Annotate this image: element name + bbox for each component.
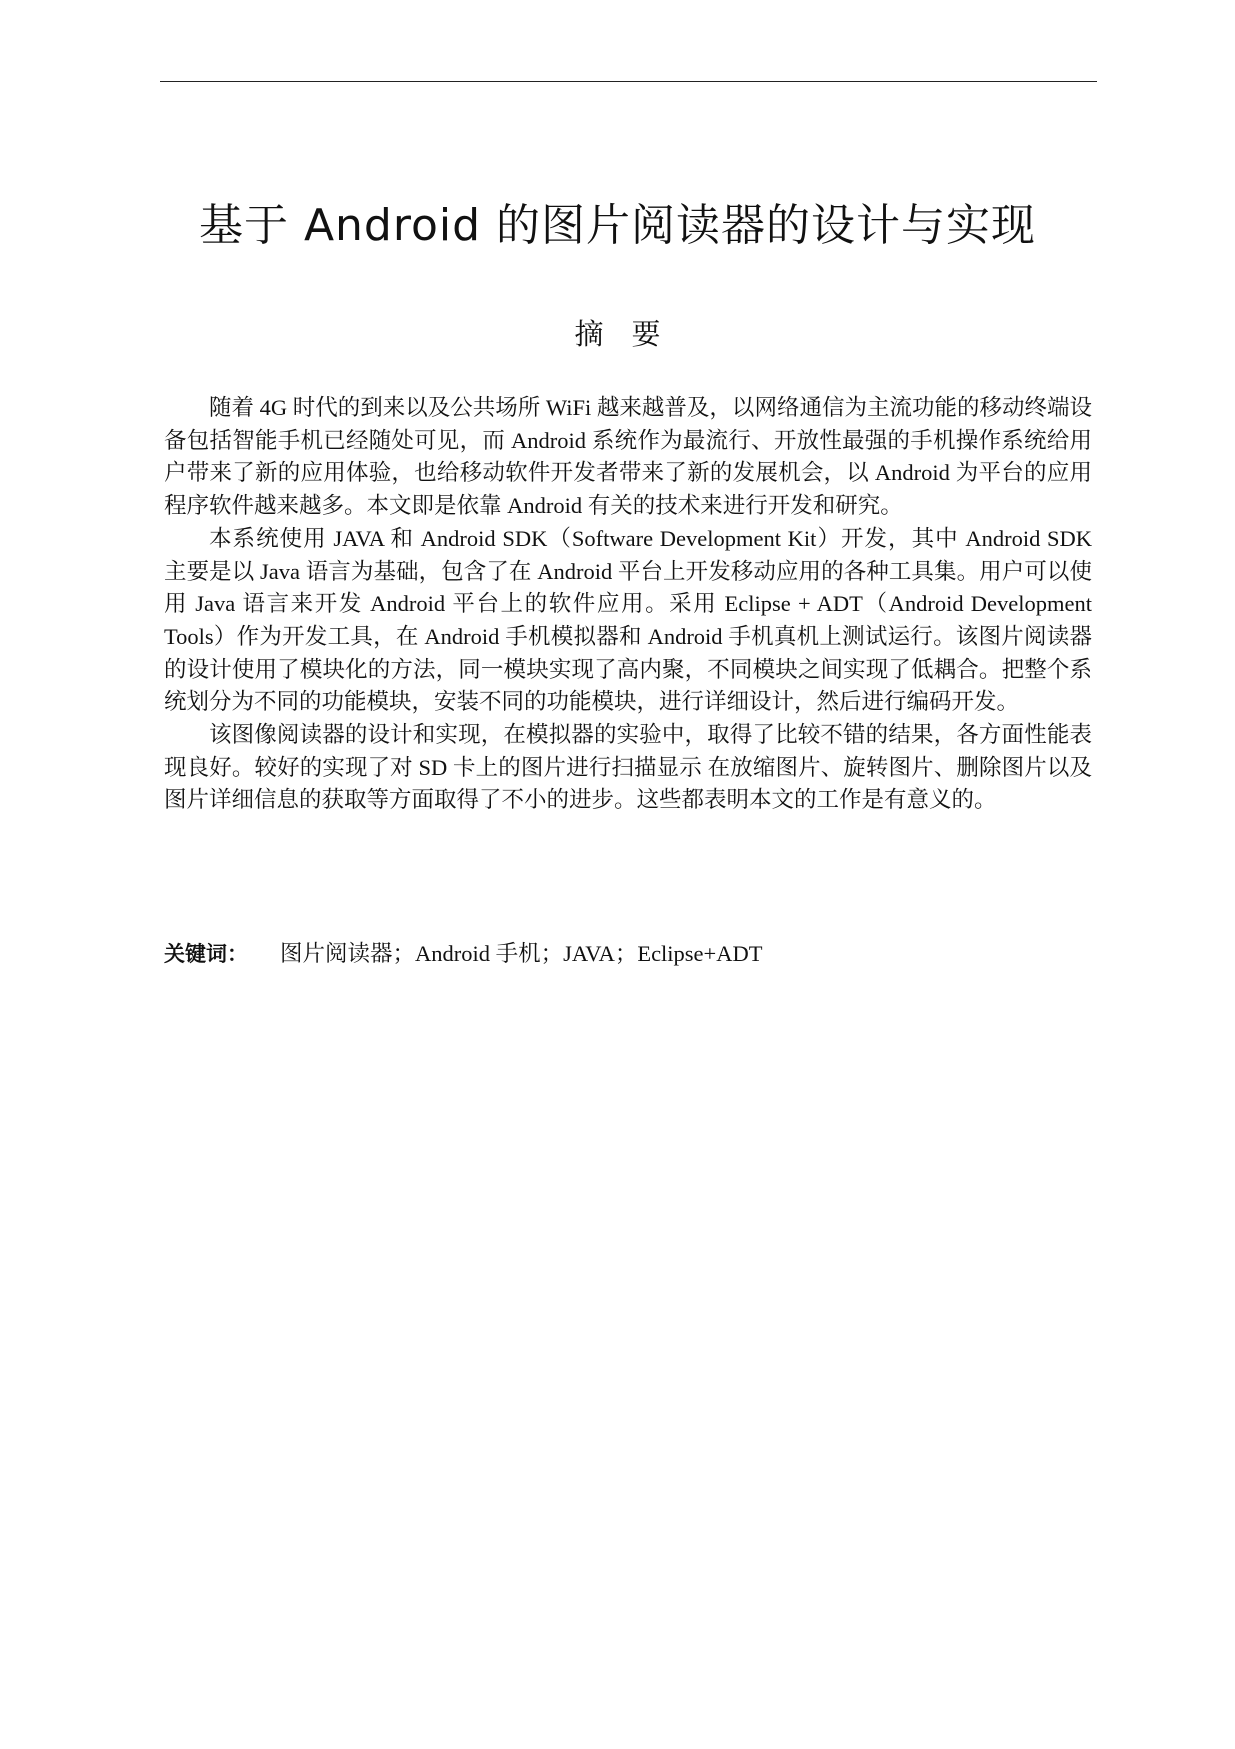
- abstract-paragraph-2: 本系统使用 JAVA 和 Android SDK（Software Development Kit）开发，其中 Android SDK 主要是以 Java 语言为基础，包含了在 Android 平台上开发移动应用的各种工具集。用户可以使用 Java 语言来开发 Android 平台上的软件应用。采用 Eclipse + ADT（Android Development Tools）作为开发工具，在 Android 手机模拟器和 Android 手机真机上测试运行。该图片阅读器的设计使用了模块化的方法，同一模块实现了高内聚，不同模块之间实现了低耦合。把整个系统划分为不同的功能模块，安装不同的功能模块，进行详细设计，然后进行编码开发。: [164, 525, 1092, 715]
- abstract-heading: 摘要: [574, 317, 689, 351]
- keywords-line: [164, 938, 1092, 970]
- abstract-body: [164, 392, 1092, 817]
- abstract-paragraph-1: 随着 4G 时代的到来以及公共场所 WiFi 越来越普及，以网络通信为主流功能的移动终端设备包括智能手机已经随处可见，而 Android 系统作为最流行、开放性最强的手机操作系统给用户带来了新的应用体验，也给移动软件开发者带来了新的发展机会，以 Android 为平台的应用程序软件越来越多。本文即是依靠 Android 有关的技术来进行开发和研究。: [164, 395, 1092, 519]
- abstract-paragraph-3: 该图像阅读器的设计和实现，在模拟器的实验中，取得了比较不错的结果，各方面性能表现良好。较好的实现了对 SD 卡上的图片进行扫描显示 在放缩图片、旋转图片、删除图片以及图片详细信息的获取等方面取得了不小的进步。这些都表明本文的工作是有意义的。: [164, 722, 1092, 813]
- header-rule: [160, 81, 1097, 82]
- keywords-label: 关键词：: [164, 942, 248, 966]
- document-title: 基于 Android 的图片阅读器的设计与实现: [198, 200, 1037, 251]
- keywords-text: 图片阅读器；Android 手机；JAVA；Eclipse+ADT: [280, 941, 763, 966]
